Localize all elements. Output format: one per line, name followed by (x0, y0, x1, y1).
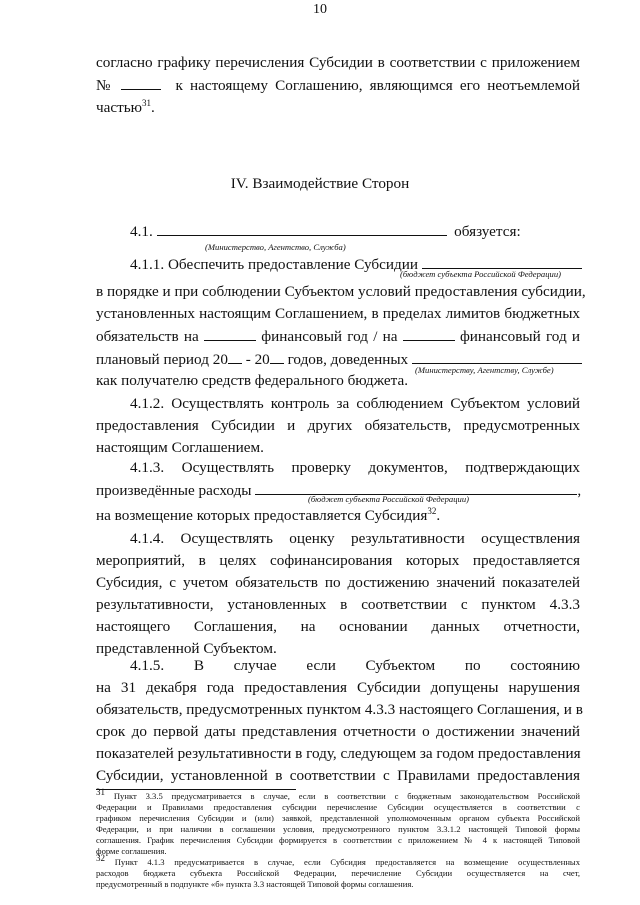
paragraph-4-1-1: 4.1.1. Обеспечить предоставление Субсидии (96, 253, 580, 276)
paragraph-4-1-4: 4.1.4. Осуществлять оценку результативности осуществления мероприятий, в целях софинансирования которых предоставляется Субсидия, с учетом обязательств по достижению значений показателей результативности, установленных в соответствии с пунктом 4.3.3 настоящего Соглашения, на основании данных отчетности, представленной Субъектом. (96, 530, 580, 657)
footnote-divider (96, 789, 296, 790)
section-title: IV. Взаимодействие Сторон (230, 175, 410, 192)
footnote-ref: 31 (142, 97, 152, 108)
footnote-31: 31 Пункт 3.3.5 предусматривается в случае, если в соответствии с бюджетным законодательством Российской Федерации и Правилами предоставления субсидии перечисление Субсидии осуществляется в соответствии с графиком перечисления Субсидии и (или) заявкой, представленной уполномоченным органом субъекта Российской Федерации, и при наличии в соглашении условия, предусмотренного пунктом 3.3.1.2 настоящей Типовой формы соглашения. График перечисления Субсидии формируется в соответствии с приложением № 4 к настоящей Типовой форме соглашения. (96, 787, 580, 856)
paragraph-4-1-1-body: в порядке и при соблюдении Субъектом условий предоставления субсидии, установленных настоящим Соглашением, в пределах лимитов бюджетных обязательств на финансовый год / на финансовый год и плановый период 20 - 20 годов, доведенных (96, 283, 586, 368)
text-line: согласно графику перечисления Субсидии в соответствии с приложением (96, 54, 580, 71)
caption: (Министерство, Агентство, Служба) (205, 242, 346, 252)
document-page: 10 согласно графику перечисления Субсидии в соответствии с приложением № к настоящему Соглашению, являющимся его неотъемлемой частью$^{31}$. IV. Взаимодействие Сторон 4.1. обязуется: (Министерство, Агентство, Служба) 4.1.1. Обеспечить предоставление Субсидии (бюджет субъекта Российской Федерации) в порядке и при соблюдении Субъектом условий предоставления субсидии, установленных настоящим Соглашением, в пределах лимитов бюджетных обязательств на финансовый год / на финансовый год и плановый период 20 - 20 годов, доведенных (Министерству, Агентству, Службе) как получателю средств федерального бюджета. 4.1.2. Осуществлять контроль за соблюдением Субъектом условий предоставления Субсидии и других обязательств, предусмотренных настоящим Соглашением. 4.1.3. Осуществлять проверку документов, подтверждающих произведённые расходы , (бюджет субъекта Российской Федерации) на возмещение которых предоставляется Субсидия$^{32}$. 4.1.4. Осуществлять оценку результативности осуществления мероприятий, в целях софинансирования которых предоставляется Субсидия, с учетом обязательств по достижению значений показателей результативности, установленных в соответствии с пунктом 4.3.3 настоящего Соглашения, на основании данных отчетности, представленной Субъектом. 4.1.5. В случае если Субъектом по состоянию на 31 декабря года предоставления Субсидии допущены нарушения обязательств, предусмотренных пунктом 4.3.3 настоящего Соглашения, и в срок до первой даты представления отчетности о достижении значений показателей результативности в году, следующем за годом предоставления Субсидии, установленной в соответствии с Правилами предоставления 31 Пункт 3.3.5 предусматривается в случае, если в соответствии с бюджетным законодательством Российской Федерации и Правилами предоставления субсидии перечисление Субсидии осуществляется в соответствии с графиком перечисления Субсидии и (или) заявкой, представленной уполномоченным органом субъекта Российской Федерации, и при наличии в соглашении условия, предусмотренного пунктом 3.3.1.2 настоящей Типовой формы соглашения. График перечисления Субсидии формируется в соответствии с приложением № 4 к настоящей Типовой форме соглашения. 32 Пункт 4.1.3 предусматривается в случае, если Субсидия предоставляется на возмещение осуществленных расходов бюджета субъекта Российской Федерации, перечисление Субсидии осуществляется на счет, предусмотренный в подпункте «б» пункта 3.3 настоящей Типовой формы соглашения. (0, 0, 640, 905)
caption: (бюджет субъекта Российской Федерации) (308, 494, 469, 504)
footnote-ref: 32 (427, 505, 437, 516)
paragraph-4-1-3: 4.1.3. Осуществлять проверку документов, подтверждающих произведённые расходы , (96, 459, 582, 499)
top-paragraph (96, 52, 580, 119)
caption: (Министерству, Агентству, Службе) (415, 365, 554, 375)
caption: (бюджет субъекта Российской Федерации) (400, 269, 561, 279)
paragraph-4-1-5: 4.1.5. В случае если Субъектом по состоянию на 31 декабря года предоставления Субсидии допущены нарушения обязательств, предусмотренных пунктом 4.3.3 настоящего Соглашения, и в срок до первой даты представления отчетности о достижении значений показателей результативности в году, следующем за годом предоставления Субсидии, установленной в соответствии с Правилами предоставления (96, 657, 583, 784)
text-line: частью$^{31}$. (96, 97, 155, 116)
paragraph-4-1: 4.1. обязуется: (96, 220, 580, 243)
page-number: 10 (313, 2, 327, 17)
footnote-32: 32 Пункт 4.1.3 предусматривается в случае, если Субсидия предоставляется на возмещение осуществленных расходов бюджета субъекта Российской Федерации, перечисление Субсидии осуществляется на счет, предусмотренный в подпункте «б» пункта 3.3 настоящей Типовой формы соглашения. (96, 853, 580, 889)
paragraph-4-1-2: 4.1.2. Осуществлять контроль за соблюдением Субъектом условий предоставления Субсидии и других обязательств, предусмотренных настоящим Соглашением. (96, 395, 580, 456)
text-line: № к настоящему Соглашению, являющимся его неотъемлемой (96, 74, 580, 97)
